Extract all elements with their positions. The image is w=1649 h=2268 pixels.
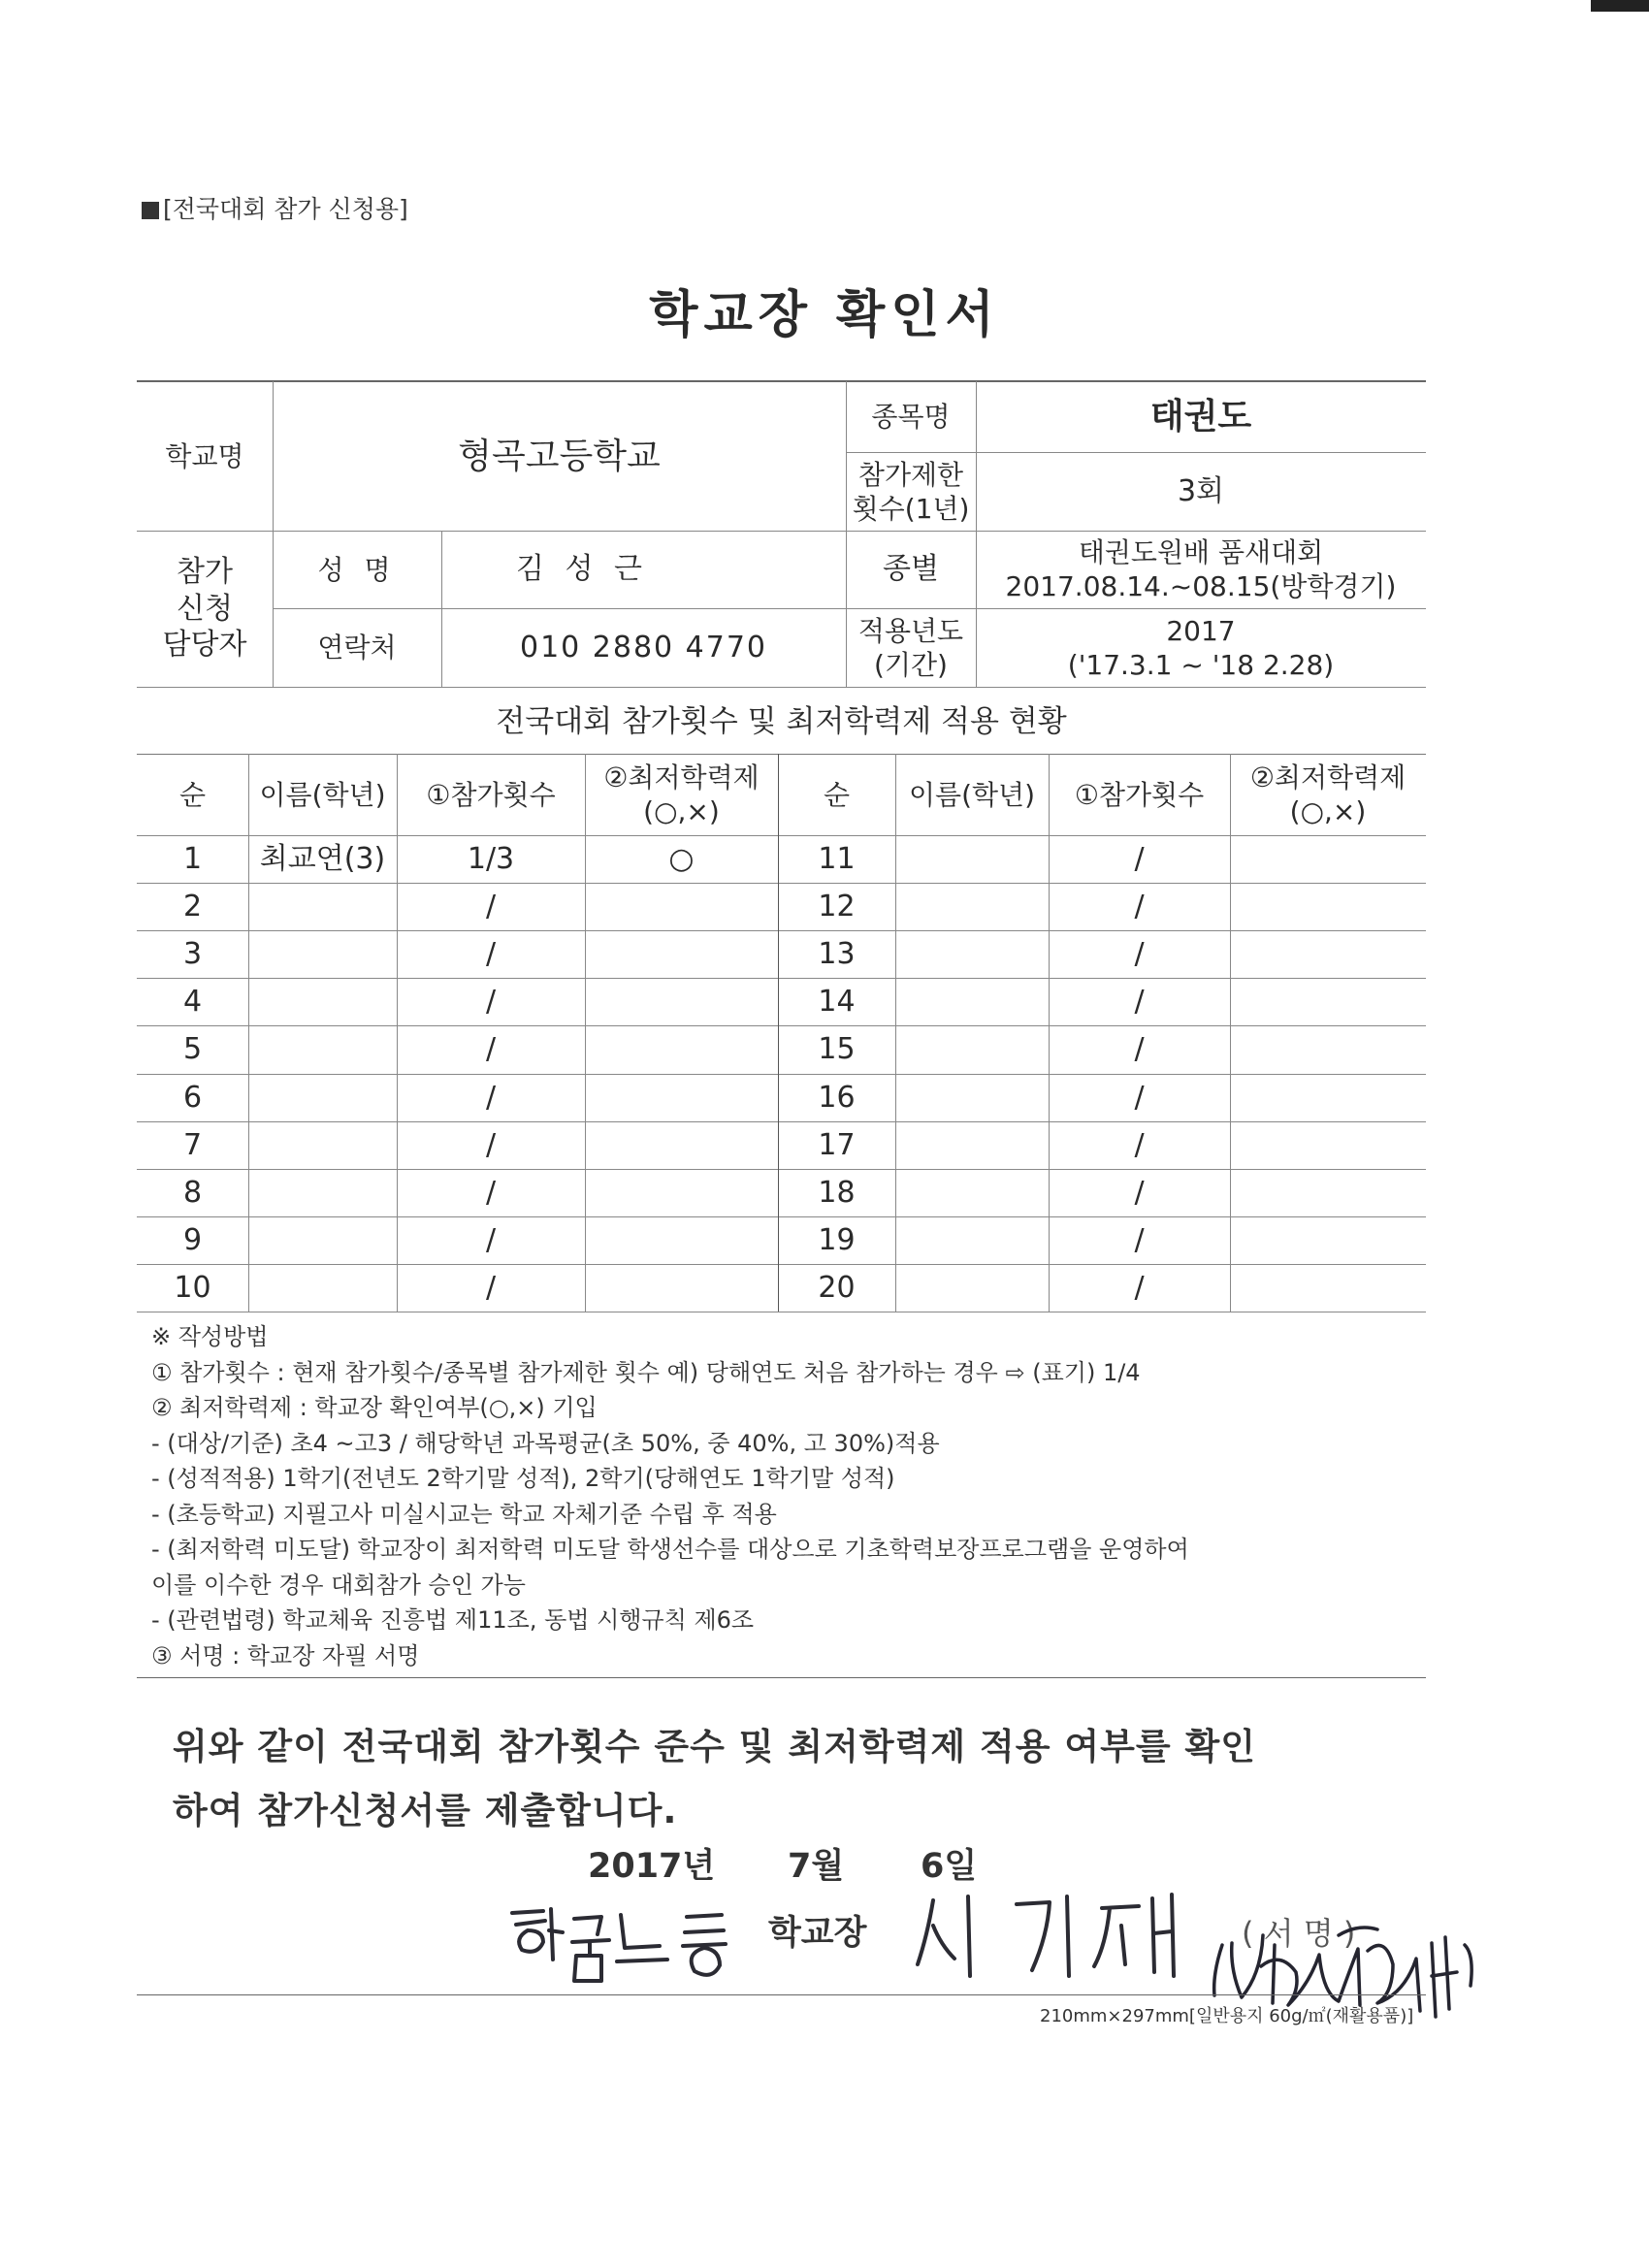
- applicant-label-line1: 참가: [177, 555, 233, 590]
- row-seq: 15: [818, 1031, 856, 1066]
- header-min: [585, 754, 778, 835]
- date-year: 2017년: [588, 1847, 716, 1886]
- row-count: /: [1134, 984, 1145, 1019]
- header-min-line1: ②최저학력제: [603, 761, 760, 794]
- date-day: 6일: [921, 1847, 978, 1886]
- type-value: [976, 531, 1426, 608]
- row-min: [585, 1169, 778, 1216]
- type-label: 종별: [883, 552, 939, 587]
- section-title: 전국대회 참가횟수 및 최저학력제 적용 현황: [496, 704, 1067, 739]
- row-min: [1230, 930, 1426, 978]
- handwritten-principal-name: [912, 1887, 1203, 1984]
- handwritten-school-name: [504, 1892, 766, 1989]
- header-name: 이름(학년): [908, 778, 1036, 811]
- row-count: /: [1134, 1222, 1145, 1257]
- row-seq: 8: [182, 1175, 203, 1210]
- row-name: [895, 835, 1049, 883]
- row-seq: 7: [182, 1127, 203, 1162]
- row-name: [248, 1264, 397, 1312]
- applicant-label-line3: 담당자: [162, 628, 247, 663]
- footer-rule: [137, 1994, 1426, 1995]
- row-count: /: [485, 889, 497, 923]
- row-name: [895, 1121, 1049, 1169]
- row-min: [585, 1074, 778, 1121]
- limit-label-line1: 참가제한: [857, 458, 964, 491]
- date-month: 7월: [788, 1847, 845, 1886]
- type-value-line2: 2017.08.14.~08.15(방학경기): [1005, 570, 1397, 602]
- header-count: ①참가횟수: [1074, 778, 1205, 811]
- row-count: /: [485, 1270, 497, 1305]
- instruction-line: 이를 이수한 경우 대회참가 승인 가능: [151, 1571, 526, 1599]
- row-min: [1230, 883, 1426, 930]
- info-divider: [137, 687, 1426, 688]
- paper-spec: 210mm×297mm[일반용지 60g/㎡(재활용품)]: [1040, 2006, 1414, 2026]
- limit-label-line2: 횟수(1년): [852, 492, 970, 525]
- row-count: /: [1134, 1127, 1145, 1162]
- header-min-line1: ②최저학력제: [1249, 761, 1406, 794]
- instruction-line: - (최저학력 미도달) 학교장이 최저학력 미도달 학생선수를 대상으로 기초학력보장프로그램을 운영하여: [151, 1536, 1189, 1563]
- row-count: /: [1134, 889, 1145, 923]
- row-name: [248, 978, 397, 1025]
- row-name: [895, 978, 1049, 1025]
- limit-label: [846, 452, 976, 531]
- row-min: [585, 1216, 778, 1264]
- header-min: [1230, 754, 1426, 835]
- school-value: 형곡고등학교: [458, 436, 661, 476]
- row-min: ○: [668, 841, 695, 876]
- row-name: [248, 1169, 397, 1216]
- row-seq: 18: [818, 1175, 856, 1210]
- instruction-line: - (초등학교) 지필고사 미실시교는 학교 자체기준 수립 후 적용: [151, 1500, 777, 1528]
- year-label-line2: (기간): [874, 648, 948, 681]
- header-count: ①참가횟수: [426, 778, 556, 811]
- row-name: [895, 1025, 1049, 1073]
- row-count: /: [1134, 1175, 1145, 1210]
- notes-bottom-rule: [137, 1677, 1426, 1678]
- instruction-line: ※ 작성방법: [151, 1323, 269, 1350]
- header-name: 이름(학년): [259, 778, 386, 811]
- row-name: [895, 930, 1049, 978]
- row-count: /: [485, 936, 497, 971]
- scan-edge-mark: [1591, 0, 1649, 12]
- row-seq: 3: [182, 936, 203, 971]
- row-min: [585, 1025, 778, 1073]
- row-count: /: [1134, 841, 1145, 876]
- row-min: [1230, 835, 1426, 883]
- row-name: [248, 1074, 397, 1121]
- row-name: 최교연(3): [259, 841, 386, 876]
- row-seq: 10: [174, 1270, 211, 1305]
- document-title: 학교장 확인서: [649, 286, 1000, 344]
- instruction-line: ② 최저학력제 : 학교장 확인여부(○,×) 기입: [151, 1394, 598, 1421]
- row-seq: 17: [818, 1127, 856, 1162]
- row-min: [1230, 1121, 1426, 1169]
- row-seq: 20: [818, 1270, 856, 1305]
- row-seq: 1: [182, 841, 203, 876]
- row-name: [248, 1216, 397, 1264]
- row-count: /: [485, 1031, 497, 1066]
- row-seq: 2: [182, 889, 203, 923]
- row-name: [248, 883, 397, 930]
- row-count: /: [485, 1127, 497, 1162]
- instructions-block: [151, 1319, 1432, 1673]
- instruction-line: ① 참가횟수 : 현재 참가횟수/종목별 참가제한 횟수 예) 당해연도 처음 참가하는 경우 ⇨ (표기) 1/4: [151, 1358, 1141, 1386]
- school-label: 학교명: [165, 439, 244, 472]
- row-min: [1230, 1169, 1426, 1216]
- row-min: [1230, 1025, 1426, 1073]
- row-seq: 12: [818, 889, 856, 923]
- row-name: [895, 1216, 1049, 1264]
- row-min: [585, 930, 778, 978]
- row-name: [248, 1025, 397, 1073]
- row-name: [895, 1264, 1049, 1312]
- row-name: [248, 1121, 397, 1169]
- row-min: [585, 883, 778, 930]
- header-min-line2: (○,×): [1289, 795, 1367, 827]
- name-value: 김 성 근: [515, 552, 648, 587]
- contact-label: 연락처: [317, 632, 397, 664]
- row-count: /: [1134, 936, 1145, 971]
- contact-value: 010 2880 4770: [519, 630, 768, 664]
- row-count: /: [485, 984, 497, 1019]
- row-seq: 16: [818, 1080, 856, 1115]
- row-seq: 5: [182, 1031, 203, 1066]
- declaration-line1: 위와 같이 전국대회 참가횟수 준수 및 최저학력제 적용 여부를 확인: [173, 1726, 1256, 1767]
- row-min: [585, 1121, 778, 1169]
- row-count: /: [1134, 1080, 1145, 1115]
- row-min: [585, 978, 778, 1025]
- row-count: /: [485, 1222, 497, 1257]
- declaration-line2: 하여 참가신청서를 제출합니다.: [173, 1790, 678, 1831]
- applicant-label: [137, 531, 273, 687]
- row-count: 1/3: [467, 841, 515, 876]
- row-name: [895, 883, 1049, 930]
- year-label: [846, 608, 976, 687]
- form-category-tag: [142, 190, 408, 225]
- row-seq: 9: [182, 1222, 203, 1257]
- row-name: [248, 930, 397, 978]
- name-label: 성 명: [317, 553, 397, 586]
- row-name: [895, 1074, 1049, 1121]
- row-count: /: [1134, 1031, 1145, 1066]
- row-seq: 19: [818, 1222, 856, 1257]
- row-seq: 11: [818, 841, 856, 876]
- row-seq: 4: [182, 984, 203, 1019]
- row-count: /: [485, 1080, 497, 1115]
- row-seq: 13: [818, 936, 856, 971]
- instruction-line: - (관련법령) 학교체육 진흥법 제11조, 동법 시행규칙 제6조: [151, 1606, 755, 1634]
- year-value: [976, 608, 1426, 687]
- header-seq: 순: [823, 778, 851, 811]
- principal-label: 학교장: [768, 1914, 867, 1953]
- row-count: /: [485, 1175, 497, 1210]
- row-min: [1230, 1074, 1426, 1121]
- square-bullet-icon: [142, 202, 159, 219]
- form-category-text: [전국대회 참가 신청용]: [163, 195, 408, 223]
- header-min-line2: (○,×): [643, 795, 720, 827]
- header-seq: 순: [178, 778, 207, 811]
- row-count: /: [1134, 1270, 1145, 1305]
- limit-value: 3회: [1177, 473, 1225, 508]
- instruction-line: - (대상/기준) 초4 ~고3 / 해당학년 과목평균(초 50%, 중 40%, 고 30%)적용: [151, 1429, 940, 1457]
- row-seq: 14: [818, 984, 856, 1019]
- event-value: 태권도: [1149, 397, 1252, 437]
- row-name: [895, 1169, 1049, 1216]
- row-min: [1230, 1216, 1426, 1264]
- row-seq: 6: [182, 1080, 203, 1115]
- instruction-line: ③ 서명 : 학교장 자필 서명: [151, 1641, 420, 1669]
- year-value-line2: ('17.3.1 ~ '18 2.28): [1067, 648, 1335, 681]
- declaration: [173, 1715, 1395, 1843]
- signature-note: ( 서 명 ): [1242, 1915, 1356, 1952]
- instruction-line: - (성적적용) 1학기(전년도 2학기말 성적), 2학기(당해연도 1학기말 성적): [151, 1465, 895, 1492]
- row-min: [1230, 1264, 1426, 1312]
- year-label-line1: 적용년도: [857, 614, 964, 647]
- year-value-line1: 2017: [1166, 614, 1236, 647]
- event-label: 종목명: [871, 401, 951, 433]
- type-value-line1: 태권도원배 품새대회: [1078, 536, 1324, 568]
- row-min: [585, 1264, 778, 1312]
- row-min: [1230, 978, 1426, 1025]
- applicant-label-line2: 신청: [177, 591, 233, 626]
